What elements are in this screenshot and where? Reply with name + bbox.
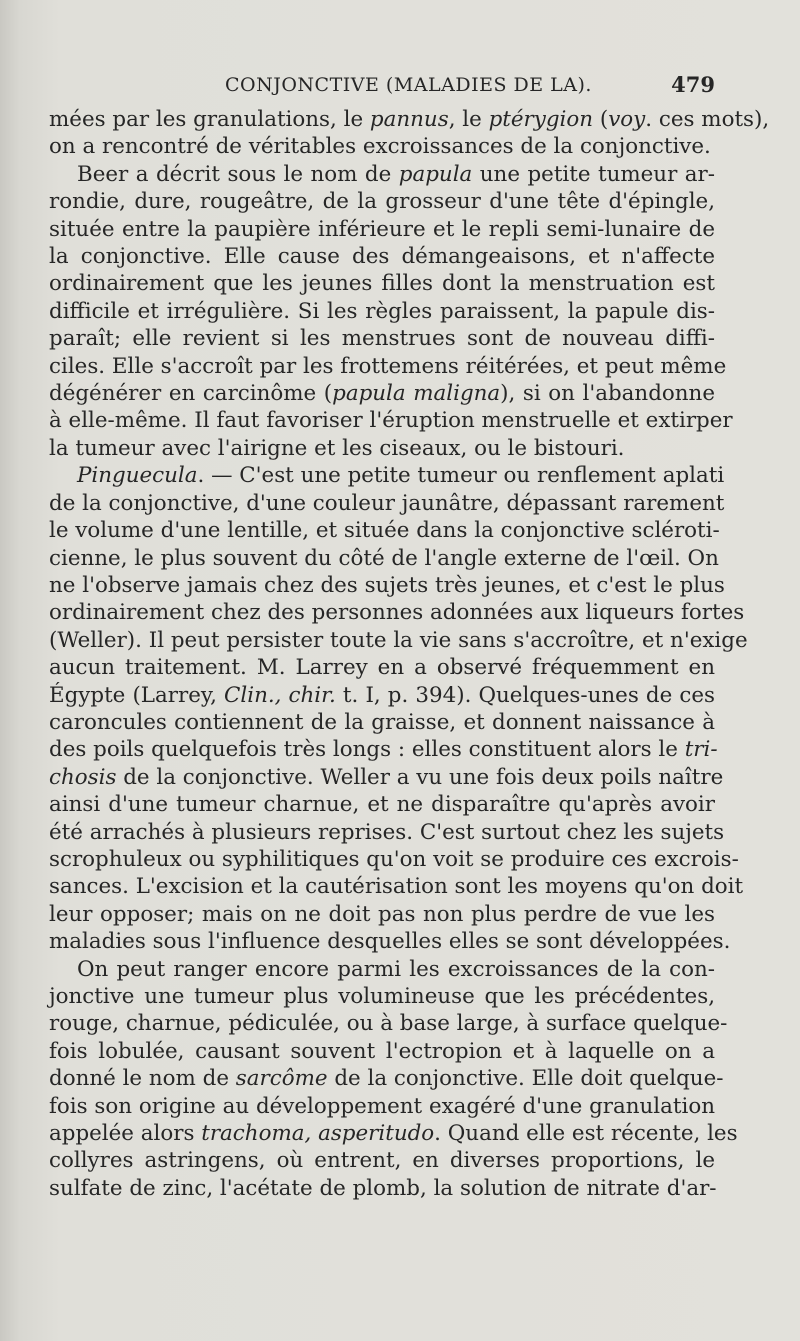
- text-line: [49, 983, 715, 1010]
- text-line: [49, 462, 725, 489]
- text-line: [49, 599, 745, 626]
- italic-term: voy: [608, 107, 646, 132]
- text-segment: (Weller). Il peut persister toute la vie sans s'accroître, et n'exige: [49, 627, 748, 653]
- text-segment: fois son origine au développement exagéré d'une granulation: [49, 1093, 715, 1119]
- text-segment: le volume d'une lentille, et située dans la conjonctive scléroti-: [49, 518, 720, 544]
- text-segment: (: [593, 107, 609, 132]
- text-line: [49, 270, 715, 297]
- text-segment: rouge, charnue, pédiculée, ou à base large, à surface quelque-: [49, 1011, 728, 1037]
- text-segment: sances. L'excision et la cautérisation sont les moyens qu'on doit: [49, 874, 744, 900]
- text-line: [49, 545, 719, 572]
- text-segment: la tumeur avec l'airigne et les ciseaux, ou le bistouri.: [49, 435, 625, 461]
- text-line: [49, 791, 715, 818]
- text-segment: . ces mots),: [645, 107, 770, 132]
- text-segment: de la conjonctive. Weller a vu une fois deux poils naître: [116, 764, 724, 790]
- text-line: [49, 1065, 724, 1092]
- text-segment: de la conjonctive. Elle doit quelque-: [327, 1066, 724, 1092]
- text-line: [49, 353, 727, 380]
- page-number: 479: [671, 72, 715, 97]
- text-segment: la conjonctive. Elle cause des démangeaisons, et n'affecte: [49, 244, 715, 270]
- text-segment: fois lobulée, causant souvent l'ectropion et à laquelle on a: [49, 1038, 715, 1064]
- text-segment: ordinairement chez des personnes adonnées aux liqueurs fortes: [49, 600, 745, 626]
- italic-term: chosis: [49, 764, 117, 790]
- text-segment: Égypte (Larrey,: [49, 682, 225, 708]
- text-segment: ne l'observe jamais chez des sujets très jeunes, et c'est le plus: [49, 572, 725, 598]
- text-line: [49, 133, 715, 160]
- text-line: [49, 1147, 715, 1174]
- italic-term: papula: [398, 161, 473, 187]
- text-line: [49, 161, 715, 188]
- text-line: [49, 928, 731, 955]
- text-line: [49, 106, 770, 133]
- text-segment: cienne, le plus souvent du côté de l'angle externe de l'œil. On: [49, 545, 719, 571]
- text-segment: . — C'est une petite tumeur ou renflement aplati: [197, 463, 725, 489]
- text-segment: située entre la paupière inférieure et le repli semi-lunaire de: [49, 216, 715, 242]
- text-line: [49, 325, 715, 352]
- running-header: [50, 70, 715, 102]
- text-segment: dégénérer en carcinôme (: [49, 381, 333, 407]
- text-line: [49, 188, 715, 215]
- text-segment: On peut ranger encore parmi les excroissances de la con-: [77, 956, 715, 982]
- text-line: [49, 243, 715, 270]
- italic-term: ptérygion: [488, 107, 594, 132]
- text-segment: ciles. Elle s'accroît par les frottemens réitérées, et peut même: [49, 353, 727, 379]
- text-segment: de la conjonctive, d'une couleur jaunâtre, dépassant rarement: [49, 490, 725, 516]
- text-segment: donné le nom de: [49, 1066, 236, 1092]
- text-segment: ), si on l'abandonne: [500, 381, 715, 407]
- text-line: [49, 1175, 715, 1202]
- text-line: [49, 901, 715, 928]
- text-segment: Beer a décrit sous le nom de: [77, 161, 399, 187]
- text-segment: à elle-même. Il faut favoriser l'éruption menstruelle et extirper: [49, 408, 733, 434]
- text-line: [49, 1093, 715, 1120]
- text-segment: collyres astringens, où entrent, en diverses proportions, le: [49, 1148, 715, 1174]
- text-segment: difficile et irrégulière. Si les règles paraissent, la papule dis-: [49, 298, 715, 324]
- italic-term: trachoma, asperitudo: [201, 1121, 435, 1147]
- text-segment: jonctive une tumeur plus volumineuse que les précédentes,: [49, 984, 715, 1009]
- text-segment: maladies sous l'influence desquelles elles se sont développées.: [49, 929, 731, 955]
- italic-term: pannus: [369, 107, 449, 132]
- running-title: CONJONCTIVE (MALADIES DE LA).: [225, 74, 592, 96]
- text-line: [49, 956, 715, 983]
- text-line: [49, 380, 715, 407]
- text-line: [49, 736, 718, 763]
- text-line: [49, 873, 744, 900]
- text-segment: été arrachés à plusieurs reprises. C'est surtout chez les sujets: [49, 819, 725, 845]
- text-line: [49, 846, 739, 873]
- text-segment: , le: [448, 107, 489, 132]
- text-line: [49, 435, 715, 462]
- text-line: [49, 709, 715, 736]
- text-segment: rondie, dure, rougeâtre, de la grosseur d'une tête d'épingle,: [49, 189, 715, 215]
- body-text: [49, 106, 770, 1202]
- text-line: [49, 682, 715, 709]
- text-line: [49, 216, 715, 243]
- text-line: [49, 654, 715, 681]
- text-line: [49, 1038, 715, 1065]
- text-segment: ordinairement que les jeunes filles dont la menstruation est: [49, 271, 715, 297]
- text-line: [49, 407, 733, 434]
- text-line: [49, 1120, 738, 1147]
- text-segment: ainsi d'une tumeur charnue, et ne disparaître qu'après avoir: [49, 792, 715, 818]
- text-line: [49, 490, 725, 517]
- text-line: [49, 1010, 728, 1037]
- text-segment: mées par les granulations, le: [49, 107, 370, 132]
- text-line: [49, 298, 715, 325]
- text-segment: scrophuleux ou syphilitiques qu'on voit se produire ces excrois-: [49, 846, 739, 872]
- text-segment: caroncules contiennent de la graisse, et donnent naissance à: [49, 709, 715, 735]
- text-segment: une petite tumeur ar-: [472, 161, 715, 187]
- text-segment: paraît; elle revient si les menstrues sont de nouveau diffi-: [49, 326, 715, 352]
- text-segment: appelée alors: [49, 1121, 202, 1147]
- text-segment: sulfate de zinc, l'acétate de plomb, la solution de nitrate d'ar-: [49, 1175, 717, 1201]
- text-segment: des poils quelquefois très longs : elles constituent alors le: [49, 737, 685, 763]
- italic-term: tri-: [684, 737, 718, 763]
- text-segment: leur opposer; mais on ne doit pas non plus perdre de vue les: [49, 901, 715, 927]
- italic-term: sarcôme: [235, 1066, 328, 1092]
- italic-term: Clin., chir.: [224, 682, 336, 708]
- text-line: [49, 764, 724, 791]
- text-segment: aucun traitement. M. Larrey en a observé fréquemment en: [49, 655, 715, 681]
- text-line: [49, 627, 748, 654]
- text-line: [49, 517, 720, 544]
- text-segment: . Quand elle est récente, les: [434, 1121, 738, 1147]
- text-segment: on a rencontré de véritables excroissances de la conjonctive.: [49, 134, 711, 160]
- italic-term: papula maligna: [332, 381, 501, 407]
- italic-term: Pinguecula: [77, 463, 198, 489]
- text-line: [49, 819, 725, 846]
- text-line: [49, 572, 725, 599]
- text-segment: t. I, p. 394). Quelques-unes de ces: [335, 682, 715, 708]
